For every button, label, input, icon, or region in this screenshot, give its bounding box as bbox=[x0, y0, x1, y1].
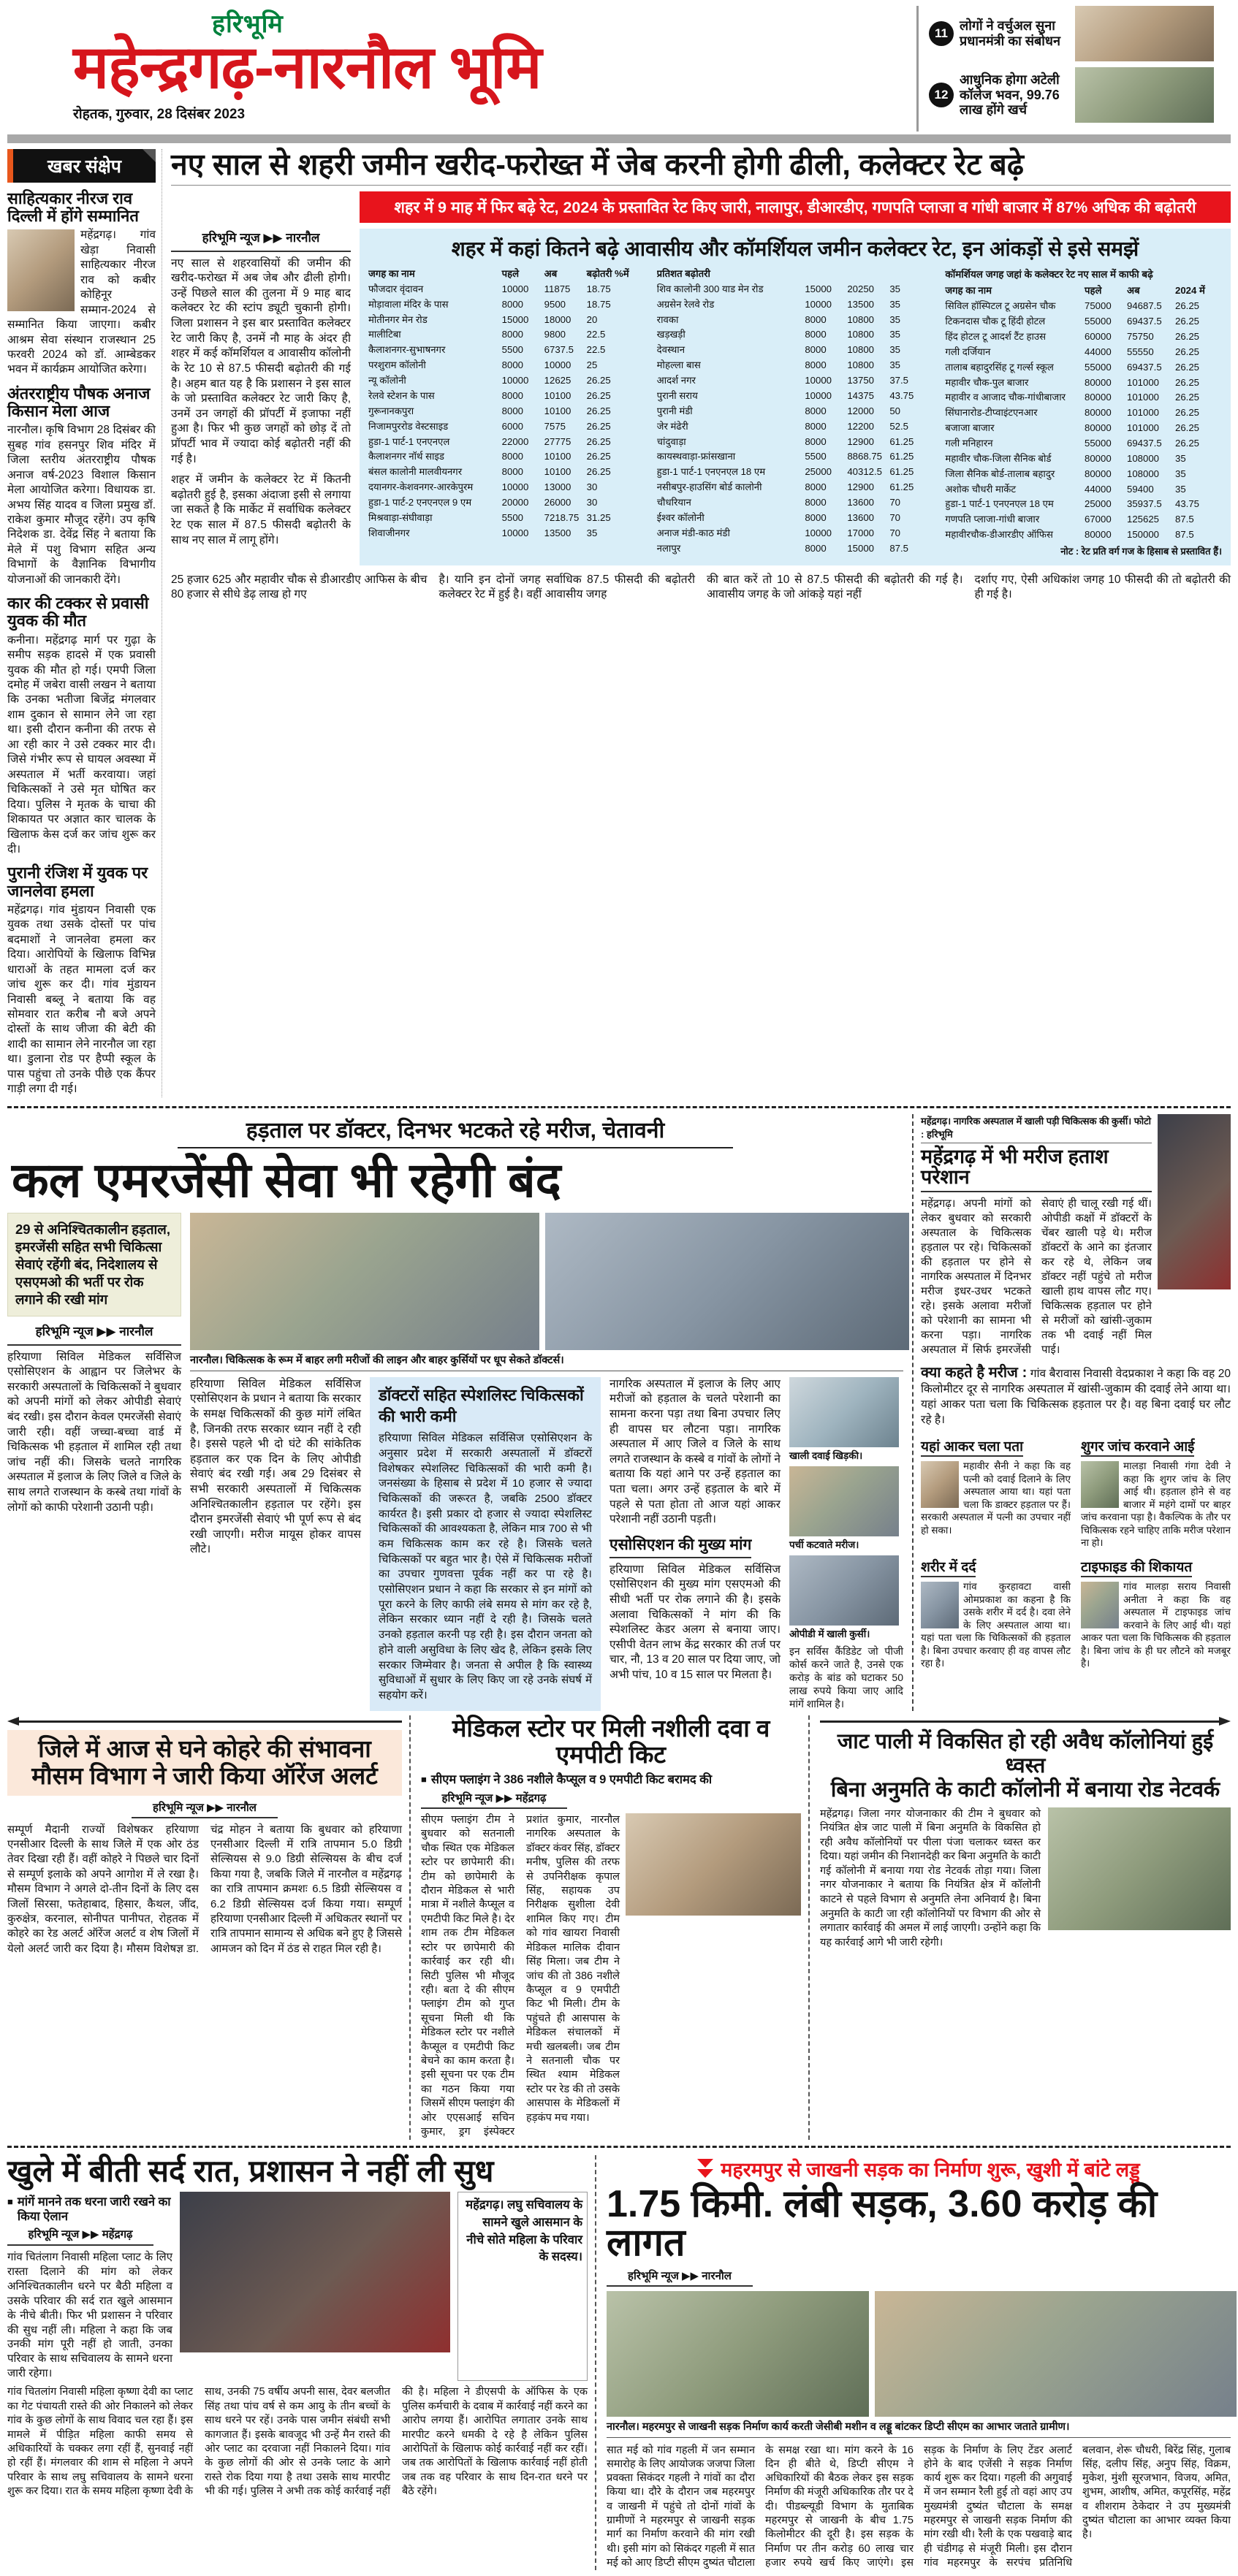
brief-body: महेंद्रगढ़। गांव खेड़ा निवासी साहित्यकार नीरज राव को कबीर कोहिनूर सम्मान-2024 से सम्मानित किया जाएगा। कबीर आश्रम सेवा संस्थान राजस्थान 25 फरवरी 2024 को डॉ. आम्बेडकर भवन में कार्यक्रम आयोजित करेगा। bbox=[7, 229, 156, 376]
lead-continuation-col: दर्शाए गए, ऐसी अधिकांश जगह 10 फीसदी की तो बढ़ोतरी की ही गई है। bbox=[974, 573, 1231, 601]
rate-row: अनाज मंडी-काठ मंडी 10000 17000 70 bbox=[656, 527, 901, 538]
medstore-bullet bbox=[421, 1772, 801, 1788]
profile-ganga-devi bbox=[1081, 1433, 1231, 1551]
rate-table-title: शहर में कहां कितने बढ़े आवासीय और कॉमर्शियल जमीन कलेक्टर रेट, इन आंकड़ों से इसे समझें bbox=[451, 237, 1139, 261]
rate-row: महावीर चौक-जिला सैनिक बोर्ड 80000 108000 35 bbox=[945, 452, 1186, 464]
profile-body: गांव कुरहावटा वासी ओमप्रकाश का कहना है कि उसके शरीर में दर्द है। दवा लेने के लिए अस्पताल आया था। यहां पता चला कि चिकित्सकों की हड़ताल है। बिना उपचार करवाए ही वह वापस लौट रहा है। bbox=[921, 1580, 1071, 1669]
photo-jcb-roadwork bbox=[607, 2291, 869, 2417]
coldnight-photo-caption: महेंद्रगढ़। लघु सचिवालय के सामने खुले आसमान के नीचे सोते महिला के परिवार के सदस्य। bbox=[457, 2192, 588, 2382]
rate-row: जेर मंढेरी 8000 12200 52.5 bbox=[656, 420, 909, 432]
rate-table-header: जगह का नाम पहले अब बढ़ोतरी %में bbox=[368, 268, 629, 280]
index-item-label: लोगों ने वर्चुअल सुना प्रधानमंत्री का संबोधन bbox=[960, 18, 1060, 48]
rate-row: ईश्वर कॉलोनी 8000 13600 70 bbox=[656, 511, 901, 523]
mini-caption: खाली दवाई खिड़की। bbox=[789, 1449, 863, 1461]
weather-headline bbox=[7, 1730, 402, 1796]
profile-title: टाइफाइड की शिकायत bbox=[1081, 1557, 1192, 1577]
brief-body: कनीना। महेंद्रगढ़ मार्ग पर गुढ़ा के समीप सड़क हादसे में एक प्रवासी युवक की मौत हो गई। एमपी जिला दमोह में जबेरा वासी लखन ने बताया कि उनका भतीजा बिजेंद्र मंगलवार शाम दुकान से सामान लेने जा रहा था। इसी दौरान कनीना की तरफ से आ रही कार ने उसे टक्कर मार दी। जिसे गंभीर रूप से घायल अवस्था में अस्पताल में भर्ती करवाया। जहां चिकित्सकों ने उसे मृत घोषित कर दिया। पुलिस ने मृतक के चाचा की शिकायत पर अज्ञात कार चालक के खिलाफ केस दर्ज कर जांच शुरू कर दी। bbox=[7, 633, 156, 856]
strike-body-col2 bbox=[190, 1377, 361, 1711]
rate-row: मालीटिबा 8000 9800 22.5 bbox=[368, 329, 606, 340]
brief-body: नारनौल। कृषि विभाग 28 दिसंबर की सुबह गांव हसनपुर शिव मंदिर में जिला स्तरीय अंतरराष्ट्रीय पौषक अनाज वर्ष-2023 विशाल किसान मेला आयोजित करेगा। विधायक डा. अभय सिंह यादव व जिला प्रमुख डॉ. राकेश कुमार मौजूद रहेंगे। उप कृषि निदेशक डा. देवेंद्र सिंह ने बताया कि मेले में पशु विभाग सहित अन्य विभागों के वैज्ञानिक विभागीय योजनाओं की जानकारी देंगे। bbox=[7, 424, 156, 586]
rate-row: खड़खड़ी 8000 10800 35 bbox=[656, 329, 901, 340]
byline: हरिभूमि न्यूज ▶▶ नारनौल bbox=[171, 229, 351, 252]
rate-row: जिला सैनिक बोर्ड-तालाब बहादुर 80000 108000 35 bbox=[945, 468, 1186, 479]
photo-villagers-laddu bbox=[875, 2291, 1237, 2417]
rate-row: आदर्श नगर 10000 13750 37.5 bbox=[656, 375, 909, 386]
rate-row: महावीर चौक-पुल बाजार 80000 101000 26.25 bbox=[945, 376, 1200, 388]
rate-row: गली दर्जियान 44000 55550 26.25 bbox=[945, 346, 1200, 357]
demand-body: हरियाणा सिविल मेडिकल सर्विसिज एसोसिएशन की मुख्य मांग एसएमओ की सीधी भर्ती पर रोक लगाने की है। इसके अलावा चिकित्सकों ने मांग की कि स्पेशलिस्ट केडर अलग से बनाया जाए। एसीपी वेतन लाभ केंद्र सरकार की तर्ज पर चार, नौ, 13 व 20 साल पर दिया जाए, जो अभी पांच, 10 व 15 साल पर मिलता है। bbox=[609, 1563, 781, 1681]
rate-row: शिव कालोनी 300 याड मेन रोड 15000 20250 35 bbox=[656, 283, 901, 294]
strike-photo-stack bbox=[789, 1377, 903, 1711]
byline: हरिभूमि न्यूज ▶▶ नारनौल bbox=[132, 1800, 278, 1818]
rate-table-residential-2 bbox=[657, 267, 934, 559]
byline: हरिभूमि न्यूज ▶▶ नारनौल bbox=[7, 1322, 181, 1346]
brief-story-1 bbox=[7, 190, 156, 378]
news-brief-sidebar bbox=[7, 149, 162, 1097]
index-number-badge: 11 bbox=[929, 21, 954, 46]
rate-table-header: प्रतिशत बढ़ोतरी bbox=[656, 268, 710, 280]
weather-headline-1: जिले में आज से घने कोहरे की संभावना bbox=[38, 1734, 371, 1762]
rate-row: हुडा-1 पार्ट-1 एनएनएल 22000 27775 26.25 bbox=[368, 435, 611, 447]
rate-row: कैलाशनगर-सुभाषनगर 5500 6737.5 22.5 bbox=[368, 344, 606, 356]
rate-row: गुरूनानकपुरा 8000 10100 26.25 bbox=[368, 405, 611, 416]
lead-subhead: शहर में 9 माह में फिर बढ़े रेट, 2024 के प्रस्तावित रेट किए जारी, नालापुर, डीआरडीए, गणपति प्लाजा व गांधी बाजार में 87% अधिक की बढ़ोतरी bbox=[360, 191, 1231, 223]
medical-store-raid-story bbox=[421, 1715, 810, 2140]
infobox-body: हरियाणा सिविल मेडिकल सर्विसिज एसोसिएशन के अनुसार प्रदेश में सरकारी अस्पतालों में डॉक्टरों विशेषकर स्पेशलिस्ट चिकित्सकों की भारी कमी है। जनसंख्या के हिसाब से प्रदेश में 10 हजार से ज्यादा चिकित्सकों की जरूरत है, जबकि 2500 डॉक्टर कार्यरत है। इसी प्रकार दो हजार से ज्यादा स्पेशलिस्ट चिकित्सकों की आवश्यकता है, लेकिन मात्र 700 से भी कम चिकित्सक काम कर रहे है। जिसके चलते चिकित्सकों पर बहुत भार है। ऐसे में चिकित्सक मरीजों का उपचार गुणवत्ता पूर्वक नहीं कर पा रहे है। एसोसिएशन प्रधान ने कहा कि सरकार से इन मांगों को पूरा करने के लिए काफी लंबे समय से मांग कर रहे है, लेकिन सरकार ध्यान नहीं दे रही है। जिसके चलते उनको हड़ताल करनी पड़ रही है। इस दौरान जनता को होने वाली असुविधा के लिए खेद है, लेकिन इसके लिए सरकार जिम्मेवार है। जनता से अपील है कि स्वास्थ्य सुविधाओं में सुधार के लिए किए जा रहे उनके संघर्ष में सहयोग करें। bbox=[379, 1432, 592, 1702]
rate-row: चौधरियान 8000 13600 70 bbox=[656, 496, 901, 508]
rate-row: मिश्रवाड़ा-संघीवाड़ा 5500 7218.75 31.25 bbox=[368, 511, 611, 523]
rate-row: रेलवे स्टेशन के पास 8000 10100 26.25 bbox=[368, 389, 611, 401]
lead-continuation-col: है। यानि इन दोनों जगह सर्वाधिक 87.5 फीसदी की बढ़ोतरी कलेक्टर रेट में हुई है। वहीं आवासीय जगह bbox=[438, 573, 695, 601]
rate-row: हुडा-1 पार्ट-1 एनएनएल 18 एम 25000 35937.5 43.75 bbox=[945, 498, 1200, 510]
rate-row: अग्रसेन रेलवे रोड 10000 13500 35 bbox=[656, 298, 901, 310]
rate-row: महावीरचौक-डीआरडीए ऑफिस 80000 150000 87.5 bbox=[945, 529, 1194, 541]
strike-infobox-column bbox=[370, 1377, 601, 1711]
left-arrow-divider bbox=[7, 1717, 402, 1726]
lead-intro-text: नए साल से शहरवासियों की जमीन की खरीद-फरोख्त में अब जेब और ढीली होगी। उन्हें पिछले साल की तुलना में 9 माह बाद कलेक्टर रेट की स्टांप ड्यूटी चुकानी होगी। जिला प्रशासन ने इस बार प्रस्तावित कलेक्टर रेट जारी किए है, उनमें नौ माह के अंदर ही शहर में कई कॉमर्शियल व आवासीय कॉलोनी के रेट 10 से 87.5 फीसदी बढ़ोतरी की गई है। अहम बात यह है कि प्रशासन ने इस साल के जो प्रस्तावित कलेक्टर रेट जारी किए है, उनमें उन जगहों की प्रॉपर्टी में इजाफा नहीं हुआ है। फिर भी कुछ जगहों को छोड़ दें तो प्रॉपर्टी भाव में ज्यादा कोई बढ़ोतरी नहीं की गई है। bbox=[171, 256, 351, 465]
rate-row: नलापुर 8000 15000 87.5 bbox=[656, 542, 909, 554]
index-item-12 bbox=[929, 67, 1231, 123]
rate-row: नसीबपुर-हाउसिंग बोर्ड कालोनी 8000 12900 61.25 bbox=[656, 481, 914, 493]
profile-photo bbox=[921, 1582, 959, 1628]
strike-body-text: हरियाणा सिविल मेडिकल सर्विसिज एसोसिएशन के प्रधान ने बताया कि सरकार के समक्ष चिकित्सकों की कुछ मांगें लंबित है, जिनकी तरफ सरकार ध्यान नहीं दे रही है। इससे पहले भी दो घंटे की सांकेतिक हड़ताल कर एक दिन के लिए ओपीडी सेवाएं बंद रखी गई। अब 29 दिसंबर से सभी सरकारी अस्पतालों में चिकित्सक अनिश्चितकालीन हड़ताल पर रहेंगे। इस दौरान इमरजेंसी सेवाएं भी पूर्ण रूप से बंद रखी जाएगी। मरीज मायूस होकर वापस लौटे। bbox=[190, 1377, 362, 1556]
brief-title: अंतरराष्ट्रीय पौषक अनाज किसान मेला आज bbox=[7, 384, 151, 421]
brief-story-3 bbox=[7, 595, 156, 857]
rate-row: हुडा-1 पार्ट-2 एनएनएल 9 एम 20000 26000 30 bbox=[368, 496, 598, 508]
coldnight-intro: गांव चितंलाग निवासी महिला प्लाट के लिए रास्ता दिलाने की मांग को लेकर अनिश्चितकालीन धरने पर बैठी महिला व उसके परिवार की सर्द रात खुले आसमान के नीचे बीती। फिर भी प्रशासन ने परिवार की सुध नहीं ली। महिला ने कहा कि जब उनकी मांग पूरी नहीं हो जाती, उनका परिवार के साथ सचिवालय के सामने धरना जारी रहेगा। bbox=[7, 2250, 172, 2380]
double-down-chevron-icon bbox=[697, 2159, 713, 2178]
right-story-body: महेंद्रगढ़। अपनी मांगों को लेकर बुधवार को सरकारी अस्पताल के चिकित्सक हड़ताल पर रहे। चिकित्सकों की हड़ताल पर होने से नागरिक अस्पताल में दिनभर मरीज इधर-उधर भटकते रहे। इसके अलावा मरीजों को परेशानी का सामना भी करना पड़ा। नागरिक अस्पताल में सिर्फ इमरजेंसी सेवाएं ही चालू रखी गई थीं। ओपीडी कक्षों में डॉक्टरों के चेंबर खाली पड़े थे। मरीज डॉक्टरों के आने का इंतजार कर रहे थे, लेकिन जब डॉक्टर नहीं पहुंचे तो मरीज खाली हाथ वापस लौट गए। चिकित्सक हड़ताल पर होने से मरीजों को खांसी-जुकाम तक भी दवाई नहीं मिल पाई। bbox=[921, 1197, 1152, 1356]
chair-photo-caption: महेंद्रगढ़। नागरिक अस्पताल में खाली पड़ी चिकित्सक की कुर्सी। फोटो : हरिभूमि bbox=[921, 1114, 1152, 1143]
profile-mahavir-saini bbox=[921, 1433, 1071, 1551]
rate-row: न्यू कॉलोनी 10000 12625 26.25 bbox=[368, 375, 611, 386]
profile-omprakash bbox=[921, 1554, 1071, 1672]
rate-row: हुडा-1 पार्ट-1 एनएनएल 18 एम 25000 40312.5 61.25 bbox=[656, 466, 914, 478]
brief-portrait-photo bbox=[7, 229, 75, 311]
masthead-title-block bbox=[7, 6, 903, 132]
index-photo-college bbox=[1075, 67, 1214, 123]
bullet-text: ■ सीएम फ्लाइंग ने 386 नशीले कैप्सूल व 9 एमपीटी किट बरामद की bbox=[430, 1773, 713, 1787]
rate-table-note: नोट : रेट प्रति वर्ग गज के हिसाब से प्रस्तावित हैं। bbox=[1060, 545, 1223, 557]
lead-story bbox=[171, 149, 1231, 1097]
coldnight-body: गांव चितलांग निवासी महिला कृष्णा देवी का प्लाट का गेट पंचायती रास्ते की ओर निकालने को लेकर गांव के कुछ लोगों के साथ विवाद चल रहा हैं। इस मामले में पीड़ित महिला काफी समय से अधिकारियों के चक्कर लगा रहीं हैं, सुनवाई नहीं हो रहीं हैं। मंगलवार की शाम से महिला ने अपने परिवार के साथ लघु सचिवालय के सामने धरना शुरू कर दिया। रात के समय महिला कृष्णा देवी के साथ, उनकी 75 वर्षीय अपनी सास, देवर बलजीत सिंह तथा पांच वर्ष से कम आयु के तीन बच्चों के साथ धरने पर रहें। उनके पास जमीन संबंधी सभी कागजात हैं। इसके बावजूद भी उन्हें मैन रास्ते की ओर प्लाट का दरवाजा नहीं निकालने दिया। गांव के कुछ लोगों की ओर से उनके प्लाट के आगे रास्ते रोक दिया गया है तथा उसके साथ मारपीट भी की गई। पुलिस ने अभी तक कोई कार्रवाई नहीं की है। महिला ने डीएसपी के ऑफिस के एक पुलिस कर्मचारी के दवाब में कार्रवाई नहीं करने का आरोप लगया हैं। आरोपित लगातार उनके साथ मारपीट करने धमकी दे रहे है लेकिन पुलिस आरोपितों के खिलाफ कोई कार्रवाई नहीं कर रहीं। जब तक आरोपितों के खिलाफ कार्रवाई नहीं होती जब तक वह परिवार के साथ दिन-रात धरने पर बैठे रहेंगे। bbox=[7, 2386, 588, 2498]
road-photo-caption: नारनौल। महरमपुर से जाखनी सड़क निर्माण कार्य करती जेसीबी मशीन व लड्डू बांटकर डिप्टी सीएम का आभार जताते ग्रामीण। bbox=[607, 2417, 1231, 2438]
patient-quotes-lead bbox=[921, 1363, 1231, 1428]
section-divider bbox=[7, 1106, 1231, 1108]
road-kicker-text: महरमपुर से जाखनी सड़क का निर्माण शुरू, खुशी में बांटे लड्डू bbox=[721, 2158, 1140, 2181]
photo-patient-queue bbox=[190, 1213, 539, 1350]
rate-table-residential-1 bbox=[368, 267, 645, 559]
rate-row: हिंद होटल टू आदर्श टैंट हाउस 60000 75750 26.25 bbox=[945, 330, 1200, 342]
lead-headline: नए साल से शहरी जमीन खरीद-फरोख्त में जेब करनी होगी ढीली, कलेक्टर रेट बढ़े bbox=[171, 149, 1231, 186]
jatpali-body: महेंद्रगढ़। जिला नगर योजनाकार की टीम ने बुधवार को नियंत्रित क्षेत्र जाट पाली में बिना अनुमति के विकसित हो रही अवैध कॉलोनियों पर पीला पंजा चलाकर ध्वस्त कर दिया। यहां जमीन की निशानदेही कर बिना अनुमति के काटी गई कॉलोनी में बनाया गया रोड नेटवर्क तोड़ा गया। जिला नगर योजनाकार ने बताया कि नियंत्रित क्षेत्र में कॉलोनी काटने से पहले विभाग से अनुमति लेना अनिवार्य है। बिना अनुमति के काटी जा रही कॉलोनियों पर विभाग की ओर से लगातार कार्रवाई की अमल में लाई जाएगी। उन्होंने कहा कि यह कार्रवाई आगे भी जारी रहेगी। bbox=[820, 1807, 1041, 1948]
strike-highlight-box: 29 से अनिश्चितकालीन हड़ताल, इमरजेंसी सहित सभी चिकित्सा सेवाएं रहेंगी बंद, निदेशालय से एसएमओ की भर्ती पर रोक लगाने की रखी मांग bbox=[7, 1213, 181, 1316]
mini-caption: ओपीडी में खाली कुर्सी। bbox=[789, 1628, 870, 1639]
lead-intro-column bbox=[171, 229, 351, 565]
medstore-body: सीएम फ्लाइंग टीम ने बुधवार को सतनाली चौक स्थित एक मेडिकल स्टोर पर छापेमारी की। टीम को छापेमारी के दौरान मेडिकल से भारी मात्रा में नशीले कैप्सूल व एमटीपी किट मिले है। देर शाम तक टीम मेडिकल स्टोर पर छापेमारी की कार्रवाई कर रही थी। सिटी पुलिस भी मौजूद रही। बता दे की सीएम फ्लाइंग टीम को गुप्त सूचना मिली थी कि मेडिकल स्टोर पर नशीले कैप्सूल व एमटीपी किट बेचने का काम करता है। इसी सूचना पर एक टीम का गठन किया गया जिसमें सीएम फ्लाइंग की ओर एएसआई सचिन कुमार, ड्रग इंस्पेक्टर प्रशांत कुमार, नारनौल नागरिक अस्पताल के डॉक्टर कंवर सिंह, डॉक्टर मनीष, पुलिस की तरफ से उपनिरीक्षक कृपाल सिंह, सहायक उप निरीक्षक सुशीला देवी शामिल किए गए। टीम को गांव खायरा निवासी मेडिकल मालिक दीवान सिंह मिला। जब टीम ने जांच की तो 386 नशीले कैप्सूल व 9 एमपीटी किट भी मिली। टीम के पहुंचते ही आसपास के मेडिकल संचालकों में मची खलबली। जब टीम ने सतनाली चौक पर स्थित श्याम मेडिकल स्टोर पर रेड की तो उसके आसपास के मेडिकलों में हड़कंप मच गया। bbox=[421, 1813, 620, 2138]
weather-headline-2: मौसम विभाग ने जारी किया ऑरेंज अलर्ट bbox=[31, 1761, 378, 1789]
road-kicker bbox=[607, 2155, 1231, 2182]
index-number-badge: 12 bbox=[929, 83, 954, 107]
strike-left-column bbox=[7, 1213, 181, 1711]
demand-subhead: एसोसिएशन की मुख्य मांग bbox=[609, 1535, 751, 1558]
profile-photo bbox=[1081, 1582, 1119, 1628]
brief-header: खबर संक्षेप bbox=[7, 149, 156, 183]
rate-row: बंसल कालोनी मालवीयनगर 8000 10100 26.25 bbox=[368, 466, 611, 478]
jatpali-headline-2: बिना अनुमति के काटी कॉलोनी में बनाया रोड नेटवर्क bbox=[830, 1778, 1220, 1802]
rate-row: कायस्थवाड़ा-फ्रांसखाना 5500 8868.75 61.25 bbox=[656, 451, 914, 462]
dateline: रोहतक, गुरुवार, 28 दिसंबर 2023 bbox=[73, 106, 246, 122]
page-title: महेन्द्रगढ़-नारनौल भूमि bbox=[73, 34, 542, 101]
jatpali-demolition-story bbox=[820, 1715, 1231, 2140]
jatpali-headline bbox=[820, 1730, 1231, 1803]
collector-rate-table bbox=[360, 229, 1231, 565]
rate-row: देवस्थान 8000 10800 35 bbox=[656, 344, 901, 356]
photo-doctors-outside bbox=[545, 1213, 909, 1350]
profile-photo bbox=[921, 1461, 959, 1508]
byline: हरिभूमि न्यूज ▶▶ नारनौल bbox=[607, 2268, 753, 2287]
profile-title: शरीर में दर्द bbox=[921, 1557, 976, 1577]
medstore-headline: मेडिकल स्टोर पर मिली नशीली दवा व एमपीटी किट bbox=[452, 1714, 770, 1768]
strike-body-text: नागरिक अस्पताल में इलाज के लिए आए मरीजों को हड़ताल के चलते परेशानी का सामना करना पड़ा तथा बिना उपचार लिए ही वापस घर लौटना पड़ा। नागरिक अस्पताल में आए जिले व जिले के साथ लगते राजस्थान के कस्बे व गांवों के लोगों ने बताया कि यहां आने पर उन्हें हड़ताल का पता चला। अगर उन्हें हड़ताल के बारे में पहले से पता होता तो आज यहां आकर परेशानी नहीं उठानी पड़ती। bbox=[609, 1377, 781, 1526]
rate-row: निजामपुररोड वेस्टसाइड 6000 7575 26.25 bbox=[368, 420, 611, 432]
index-photo-pm-address bbox=[1075, 6, 1214, 61]
lead-intro-text: शहर में जमीन के कलेक्टर रेट में कितनी बढ़ोतरी हुई है, इसका अंदाजा इसी से लगाया जा सकते है कि मार्केट में सर्वाधिक कलेक्टर रेट एक साल में 87.5 फीसदी बढ़ोतरी के साथ नए साल में लागू होंगे। bbox=[171, 473, 351, 546]
masthead bbox=[7, 6, 1231, 132]
strike-body-col1: हरियाणा सिविल मेडिकल सर्विसिज एसोसिएशन के आह्वान पर जिलेभर के सरकारी अस्पतालों के चिकित्सकों ने बुधवार को अपनी मांगों को लेकर ओपीडी सेवाएं बंद रखी। इस दौरान केवल एमरजेंसी सेवाएं जारी रही। वहीं जच्चा-बच्चा वार्ड में चिकित्सक भी हड़ताल में शामिल रही तथा जांच नहीं की। जिसके चलते नागरिक अस्पताल में इलाज के लिए जिले व जिले के साथ लगते राजस्थान के कस्बे तथा गांवों के लोगों को काफी परेशानी उठानी पड़ी। bbox=[7, 1350, 181, 1514]
weather-body: सम्पूर्ण मैदानी राज्यों विशेषकर हरियाणा एनसीआर दिल्ली के साथ जिले में एक ओर ठंड तेवर दिखा रही हैं। वहीं कोहरे ने पिछले चार दिनों से सम्पूर्ण इलाके को अपने आगोश में ले रखा है। मौसम विभाग ने अगले दो-तीन दिनों के लिए दस जिलों सिरसा, फतेहाबाद, हिसार, कैथल, जींद, कुरुक्षेत्र, करनाल, सोनीपत पानीपत, रोहतक में कोहरे का रेड अलर्ट ऑरेंज अलर्ट व शेष जिलों में येलो अलर्ट जारी कर दिया है। मौसम विशेषज्ञ डा. चंद्र मोहन ने बताया कि बुधवार को हरियाणा एनसीआर दिल्ली में रात्रि तापमान 5.0 डिग्री सेल्सियस से 9.0 डिग्री सेल्सियस के बीच दर्ज किया गया है, जबकि जिले में नारनौल व महेंद्रगढ़ का रात्रि तापमान क्रमशः 6.5 डिग्री सेल्सियस व 6.2 डिग्री सेल्सियस दर्ज किया गया। सम्पूर्ण हरियाणा एनसीआर दिल्ली में अधिकतर स्थानों पर रात्रि तापमान सामान्य से अधिक बने हुए है जिससे आमजन को दिन में ठंड से राहत मिल रही है। bbox=[7, 1823, 402, 1955]
rate-row: रावका 8000 10800 35 bbox=[656, 313, 901, 325]
rate-row: टिकनदास चौक टू हिंदी होटल 55000 69437.5 26.25 bbox=[945, 316, 1200, 327]
patients-label: क्या कहते है मरीज : bbox=[921, 1364, 1028, 1381]
rate-row: कैलाशनगर नॉर्थ साइड 8000 10100 26.25 bbox=[368, 451, 611, 462]
strike-body-col3 bbox=[609, 1377, 781, 1711]
masthead-divider bbox=[7, 134, 1231, 143]
rate-row: मोड़ावाला मंदिर के पास 8000 9500 18.75 bbox=[368, 298, 611, 310]
lead-continuation-col: की बात करें तो 10 से 87.5 फीसदी की बढ़ोतरी की गई है। आवासीय जगह के जो आंकड़े यहां नहीं bbox=[707, 573, 963, 601]
road-body: सात मई को गांव गहली में जन सम्मान समारोह के लिए आयोजक जजपा जिला प्रवक्ता सिकंदर गहली ने गांवों का दौरा किया था। दौरे के दौरान जब महरमपुर व जाखनी में पहुंचे तो दोनों गांवों के ग्रामीणों ने महरमपुर से जाखनी सड़क मार्ग का निर्माण करवाने की मांग रखी थी। इसी मांग को सिकंदर गहली में सात मई को आए डिप्टी सीएम दुष्यंत चौटाला के समक्ष रखा था। मांग करने के 16 दिन ही बीते थे, डिप्टी सीएम ने अधिकारियों की बैठक लेकर इस सड़क निर्माण की मंजूरी अधिकारिक तौर पर दे दी। पीडब्ल्यूडी विभाग के मुताबिक महरमपुर से जाखनी के बीच 1.75 किलोमीटर की दूरी है। इस सड़क के निर्माण पर तीन करोड़ 60 लाख चार हजार रुपये खर्च किए जाएंगे। इस सड़क के निर्माण के लिए टेंडर अलार्ट होने के बाद एजेंसी ने सड़क निर्माण कार्य शुरू कर दिया। गहली की अगुवाई में जन सम्मान रैली हुई तो वहां आए उप मुख्यमंत्री दुष्यंत चौटाला के समक्ष महरमपुर से जाखनी सड़क निर्माण की मांग रखी थी। रैली के एक पखवाड़े बाद ही चंडीगढ़ से मंजूरी मिली। इस दौरान गांव महरमपुर के सरपंच प्रतिनिधि बलवान, शेरू चौधरी, बिरेंद्र सिंह, गुलाब सिंह, दलीप सिंह, अनुप सिंह, विक्रम, मुकेश, मुंशी सूरजभान, विजय, अमित, शुभम, आशीष, अमित, कपूरसिंह, महेंद्र व शीशराम ठेकेदार ने उप मुख्यमंत्री दुष्यंत चौटाला का आभार व्यक्त किया है। bbox=[607, 2444, 1231, 2569]
rate-row: पुरानी सराय 10000 14375 43.75 bbox=[656, 389, 914, 401]
brief-title: पुरानी रंजिश में युवक पर जानलेवा हमला bbox=[7, 864, 148, 900]
road-photos bbox=[607, 2291, 1231, 2417]
profile-title: शुगर जांच करवाने आई bbox=[1081, 1436, 1194, 1457]
profile-body: गांव मालड़ा सराय निवासी अनीता ने कहा कि वह अस्पताल में टाइफाइड जांच करवाने के लिए आई थी। यहां आकर पता चला कि चिकित्सक की हड़ताल है। बिना जांच के ही घर लौटने को मजबूर है। bbox=[1081, 1580, 1231, 1669]
profile-anita bbox=[1081, 1554, 1231, 1672]
lead-continuation-col: 25 हजार 625 और महावीर चौक से डीआरडीए आफिस के बीच 80 हजार से सीधे डेढ़ लाख हो गए bbox=[171, 573, 428, 601]
rate-row: सिंघानारोड-टीप्वाइंटएनआर 80000 101000 26.25 bbox=[945, 407, 1200, 419]
brief-story-4 bbox=[7, 864, 156, 1097]
brief-body: महेंद्रगढ़। गांव मुंडायन निवासी एक युवक तथा उसके दोस्तों पर पांच बदमाशों ने जानलेवा हमला कर दिया। आरोपियों के खिलाफ विभिन्न धाराओं के तहत मामला दर्ज कर जांच शुरू कर दी। गांव मुंडायन निवासी बब्लू ने बताया कि वह सोमवार रात करीब नौ बजे अपने दोस्तों के साथ जीजा की बेटी की शादी का सामान लेने नारनौल जा रहा था। डुलाना रोड पर हैप्पी स्कूल के पास पहुंचा तो उनके पीछे एक कैंपर गाड़ी लगा दी गई। bbox=[7, 903, 156, 1096]
photo-empty-opd-chair bbox=[789, 1555, 899, 1626]
fog-weather-story bbox=[7, 1715, 411, 2140]
profile-title: यहां आकर चला पता bbox=[921, 1436, 1023, 1457]
photo-medical-store-raid bbox=[626, 1813, 801, 1916]
cold-night-dharna-story bbox=[7, 2155, 596, 2571]
rate-row: बजाजा बाजार 80000 101000 26.25 bbox=[945, 422, 1200, 434]
rate-table-commercial bbox=[945, 267, 1222, 559]
commercial-table-title: कॉमर्शियल जगह जहां के कलेक्टर रेट नए साल में काफी बढ़े bbox=[945, 269, 1153, 281]
brief-title: कार की टक्कर से प्रवासी युवक की मौत bbox=[7, 594, 149, 630]
patient-profiles bbox=[921, 1433, 1231, 1672]
paper-logo: हरिभूमि bbox=[212, 10, 284, 38]
rate-row: तालाब बहादुरसिंह टू गर्ल्स स्कूल 55000 69437.5 26.25 bbox=[945, 361, 1200, 373]
index-item-label: आधुनिक होगा अटेली कॉलेज भवन, 99.76 लाख होंगे खर्च bbox=[960, 72, 1060, 118]
rate-row: अशोक चौधरी मार्केट 44000 59400 35 bbox=[945, 483, 1186, 495]
byline: हरिभूमि न्यूज ▶▶ महेंद्रगढ़ bbox=[7, 2228, 153, 2246]
mahendragarh-patients-story bbox=[912, 1114, 1231, 1711]
strike-headline: कल एमरजेंसी सेवा भी रहेगी बंद bbox=[12, 1152, 561, 1207]
rate-row: चांदुवाड़ा 8000 12900 61.25 bbox=[656, 435, 914, 447]
index-item-11 bbox=[929, 6, 1231, 61]
photo-slip-counter bbox=[789, 1466, 899, 1536]
rate-row: महावीर व आजाद चौक-गांधीबाजार 80000 101000 26.25 bbox=[945, 392, 1200, 403]
profile-body: महावीर सैनी ने कहा कि वह पत्नी को दवाई दिलाने के लिए अस्पताल आया था। यहां पता चला कि डाक्टर हड़ताल पर हैं। सरकारी अस्पताल में पत्नी का उपचार नहीं हो सका। bbox=[921, 1460, 1071, 1536]
photo-jcb-demolition bbox=[1048, 1807, 1231, 1930]
rate-row: मोहल्ला बास 8000 10800 35 bbox=[656, 359, 901, 371]
mini-caption: पर्ची कटवाते मरीज। bbox=[789, 1539, 859, 1550]
road-headline: 1.75 किमी. लंबी सड़क, 3.60 करोड़ की लागत bbox=[607, 2182, 1158, 2264]
rate-row: शिवाजीनगर 10000 13500 35 bbox=[368, 527, 598, 538]
bond-demand-text: इन सर्विस कैंडिडेट जो पीजी कोर्स करने जाते है, उनसे एक करोड़ के बांड को घटाकर 50 लाख रुपये किया जाए आदि मांगें शामिल है। bbox=[789, 1645, 903, 1710]
rate-row: पुरानी मंडी 8000 12000 50 bbox=[656, 405, 901, 416]
rate-row: फौजदार वृंदावन 10000 11875 18.75 bbox=[368, 283, 611, 294]
rate-row: गली मनिहारन 55000 69437.5 26.25 bbox=[945, 437, 1200, 449]
coldnight-headline: खुले में बीती सर्द रात, प्रशासन ने नहीं ली सुध bbox=[7, 2153, 494, 2188]
profile-photo bbox=[1081, 1461, 1119, 1508]
byline: हरिभूमि न्यूज ▶▶ महेंद्रगढ़ bbox=[421, 1791, 567, 1809]
lead-continuation-columns bbox=[171, 573, 1231, 603]
right-story-headline: महेंद्रगढ़ में भी मरीज हताश परेशान bbox=[921, 1146, 1152, 1193]
index-briefs bbox=[916, 6, 1231, 132]
brief-story-2 bbox=[7, 385, 156, 587]
rate-row: परशुराम कॉलोनी 8000 10000 25 bbox=[368, 359, 598, 371]
rate-row: गणपति प्लाजा-गांधी बाजार 67000 125625 87.5 bbox=[945, 514, 1194, 525]
rate-row: मोतीनगर मेन रोड 15000 18000 20 bbox=[368, 313, 598, 325]
doctor-shortage-box bbox=[370, 1377, 601, 1711]
infobox-title: डॉक्टरों सहित स्पेशलिस्ट चिकित्सकों की भारी कमी bbox=[379, 1385, 584, 1425]
photo-empty-medicine-window bbox=[789, 1377, 899, 1447]
rate-row: सिविल हॉस्पिटल टू अग्रसेन चौक 75000 94687.5 26.25 bbox=[945, 300, 1200, 312]
right-arrow-divider bbox=[820, 1717, 1231, 1726]
strike-photos bbox=[190, 1213, 903, 1350]
strike-photo-caption: नारनौल। चिकित्सक के रूम में बाहर लगी मरीजों की लाइन और बाहर कुर्सियों पर धूप सेकते डॉक्टर्स। bbox=[190, 1350, 903, 1371]
road-construction-story bbox=[607, 2155, 1231, 2571]
patients-text: गांव बैरावास निवासी वेदप्रकाश ने कहा कि वह 20 किलोमीटर दूर से नागरिक अस्पताल में खांसी-जुकाम की दवाई लेने आया था। यहां आकर पता चला कि चिकित्सक हड़ताल पर है। वह बिना दवाई घर लौट रहे है। bbox=[921, 1367, 1231, 1426]
photo-family-sleeping-open bbox=[180, 2192, 450, 2352]
rate-row: दयानगर-केशवनगर-आरकेपुरम 10000 13000 30 bbox=[368, 481, 598, 493]
coldnight-bullet bbox=[7, 2195, 172, 2225]
photo-empty-doctor-chair bbox=[1158, 1114, 1231, 1289]
rate-table-header: जगह का नाम पहले अब 2024 में bbox=[945, 285, 1205, 297]
bullet-text: ■ मांगें मानने तक धरना जारी रखने का किया ऐलान bbox=[17, 2195, 171, 2224]
strike-kicker: हड़ताल पर डॉक्टर, दिनभर भटकते रहे मरीज, चेतावनी bbox=[178, 1114, 733, 1148]
jatpali-headline-1: जाट पाली में विकसित हो रही अवैध कॉलोनियां हुई ध्वस्त bbox=[837, 1729, 1214, 1777]
profile-body: मालड़ा निवासी गंगा देवी ने कहा कि शुगर जांच के लिए आई थी। हड़ताल होने से वह बाजार में महंगे दामों पर बाहर जांच करवाना पड़ा है। वैकल्पिक के तौर पर चिकित्सक रहने चाहिए ताकि मरीज परेशान ना हो। bbox=[1081, 1460, 1231, 1549]
doctor-strike-section bbox=[7, 1114, 1231, 1711]
brief-title: साहित्यकार नीरज राव दिल्ली में होंगे सम्मानित bbox=[7, 189, 139, 226]
